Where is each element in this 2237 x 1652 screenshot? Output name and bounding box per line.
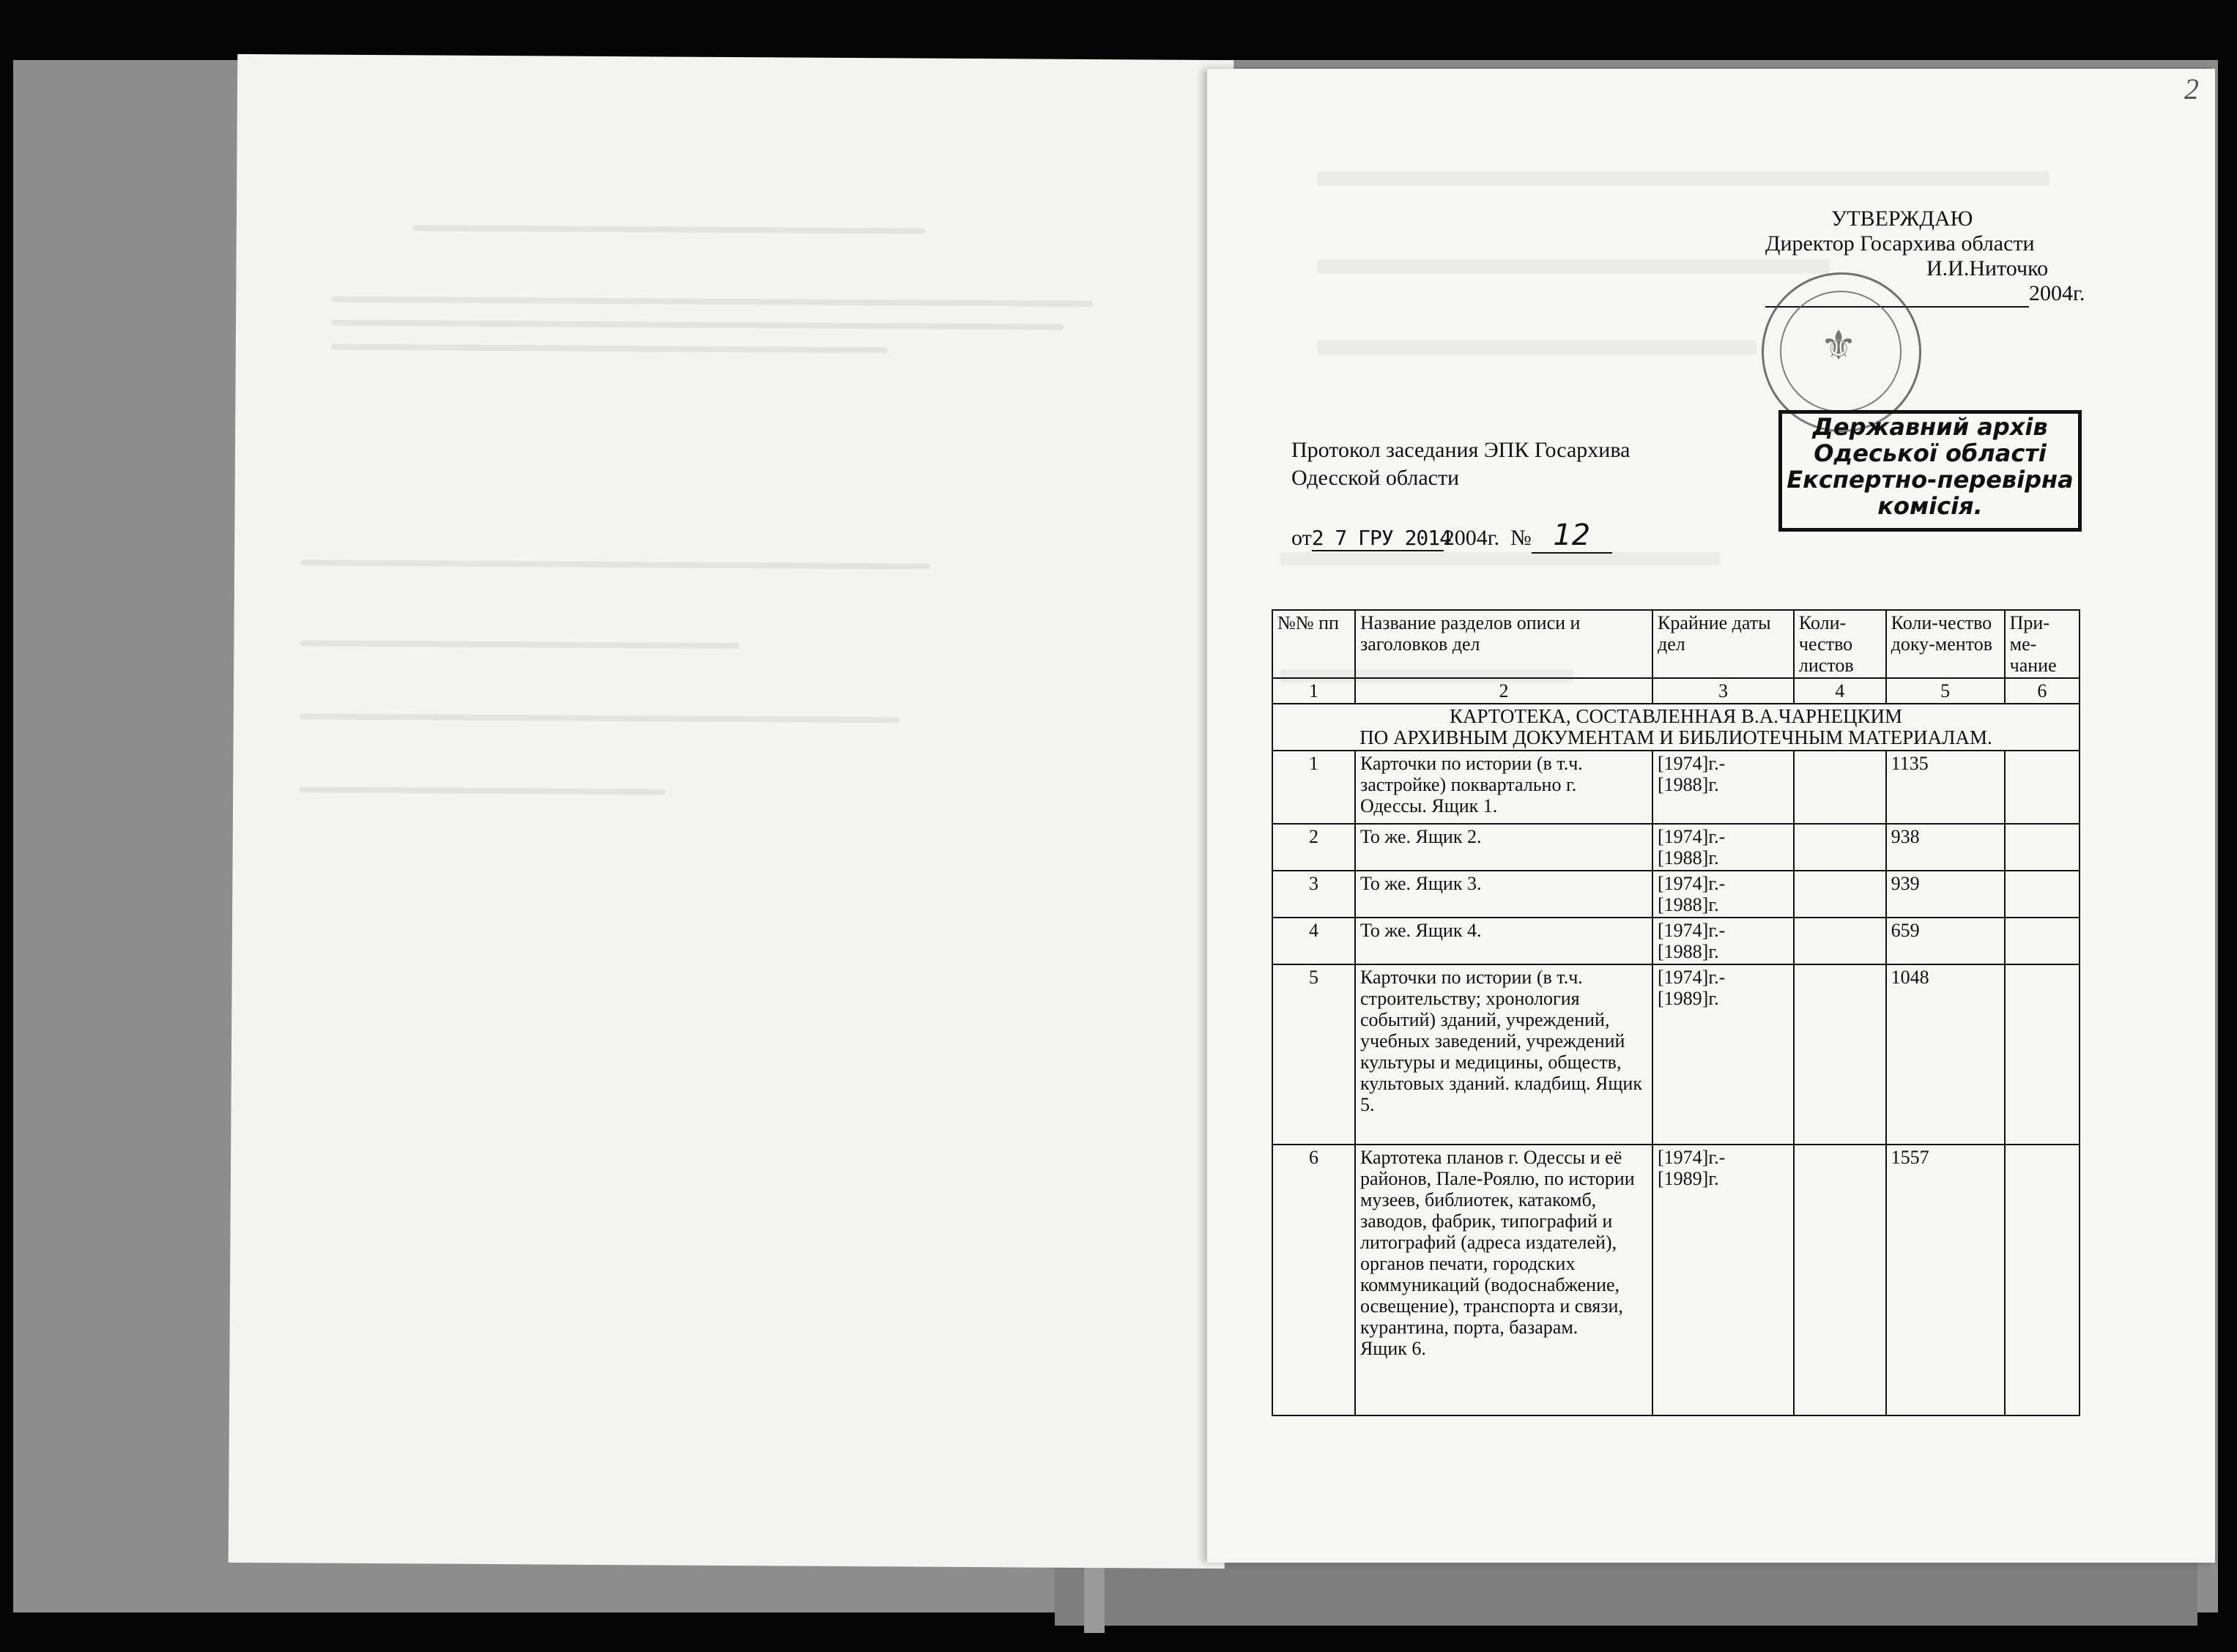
row-dates: [1974]г.- [1988]г.: [1652, 751, 1794, 824]
approval-signatory: И.И.Ниточко: [1926, 256, 2049, 280]
bleed-through-line: [299, 786, 665, 795]
column-number: 5: [1886, 678, 2005, 704]
number-label: №: [1510, 526, 1532, 550]
row-number: 1: [1272, 751, 1355, 824]
commission-stamp: [1778, 410, 2082, 532]
section-title-line: КАРТОТЕКА, СОСТАВЛЕННАЯ В.А.ЧАРНЕЦКИМ: [1449, 705, 1903, 727]
protocol-year: 2004г.: [1443, 526, 1500, 550]
table-row: [1272, 964, 2080, 1145]
bleed-through-line: [300, 559, 930, 569]
row-dates: [1974]г.- [1988]г.: [1652, 871, 1794, 918]
table-row: [1272, 824, 2080, 871]
row-sheets: [1794, 918, 1886, 964]
row-dates: [1974]г.- [1988]г.: [1652, 918, 1794, 964]
row-note: [2005, 918, 2080, 964]
column-number-row: [1272, 678, 2080, 704]
left-page: [229, 54, 1234, 1569]
folder-spine: [1084, 1560, 1105, 1633]
section-title-row: [1272, 704, 2080, 751]
bleed-through-line: [1280, 552, 1720, 565]
bleed-through-line: [331, 320, 1064, 330]
bleed-through-line: [412, 225, 925, 234]
approval-position: Директор Госархива области: [1765, 231, 2035, 256]
approval-year: 2004г.: [2029, 281, 2085, 305]
row-sheets: [1794, 964, 1886, 1145]
table-row: [1272, 1145, 2080, 1415]
column-number: 1: [1272, 678, 1355, 704]
bleed-through-line: [1317, 259, 1830, 274]
row-title: То же. Ящик 4.: [1355, 918, 1652, 964]
row-note: [2005, 1145, 2080, 1415]
stamp-line: Одеської області: [1814, 439, 2047, 467]
table-row: [1272, 918, 2080, 964]
row-note: [2005, 824, 2080, 871]
row-note: [2005, 964, 2080, 1145]
protocol-number: 12: [1532, 518, 1612, 554]
column-number: 2: [1355, 678, 1652, 704]
header-cell: Коли-чество доку-ментов: [1886, 610, 2005, 678]
row-documents: 1048: [1886, 964, 2005, 1145]
header-cell: Крайние даты дел: [1652, 610, 1794, 678]
section-title-line: ПО АРХИВНЫМ ДОКУМЕНТАМ И БИБЛИОТЕЧНЫМ МАТЕРИАЛАМ.: [1359, 726, 1992, 748]
trident-emblem-icon: ⚜: [1820, 324, 1858, 369]
row-dates: [1974]г.- [1988]г.: [1652, 824, 1794, 871]
row-documents: 938: [1886, 824, 2005, 871]
date-stamp: 2 7 ГРУ 2014: [1311, 526, 1452, 550]
row-title: Картотека планов г. Одессы и её районов, Пале-Роялю, по истории музеев, библиотек, катакомб, заводов, фабрик, типографий и литографий (адреса издателей), органов печати, городских коммуникаций (водоснабжение, освещение), транспорта и связи, курантина, порта, базарам. Ящик 6.: [1355, 1145, 1652, 1415]
row-sheets: [1794, 1145, 1886, 1415]
table-row: [1272, 751, 2080, 824]
page-number: 2: [2184, 72, 2199, 105]
row-title: То же. Ящик 2.: [1355, 824, 1652, 871]
row-sheets: [1794, 824, 1886, 871]
protocol-line1: Протокол заседания ЭПК Госархива: [1291, 438, 1631, 462]
row-title: То же. Ящик 3.: [1355, 871, 1652, 918]
protocol-date-line: [1291, 518, 1612, 554]
header-cell: №№ пп: [1272, 610, 1355, 678]
table-header-row: [1272, 610, 2080, 678]
row-number: 4: [1272, 918, 1355, 964]
bleed-through-line: [331, 344, 888, 354]
column-number: 4: [1794, 678, 1886, 704]
approval-title: УТВЕРЖДАЮ: [1831, 206, 1973, 231]
bleed-through-line: [300, 640, 739, 649]
row-documents: 1557: [1886, 1145, 2005, 1415]
row-number: 3: [1272, 871, 1355, 918]
row-dates: [1974]г.- [1989]г.: [1652, 1145, 1794, 1415]
row-dates: [1974]г.- [1989]г.: [1652, 964, 1794, 1145]
row-number: 5: [1272, 964, 1355, 1145]
stamp-line: комісія.: [1877, 492, 1983, 520]
row-documents: 1135: [1886, 751, 2005, 824]
row-title: Карточки по истории (в т.ч. строительству; хронология событий) зданий, учреждений, учебных заведений, учреждений культуры и медицины, обществ, культовых зданий. кладбищ. Ящик 5.: [1355, 964, 1652, 1145]
from-label: от: [1291, 526, 1312, 550]
header-cell: Название разделов описи и заголовков дел: [1355, 610, 1652, 678]
column-number: 3: [1652, 678, 1794, 704]
row-sheets: [1794, 751, 1886, 824]
bleed-through-line: [1317, 340, 1756, 354]
row-number: 2: [1272, 824, 1355, 871]
row-note: [2005, 751, 2080, 824]
header-cell: При-ме-чание: [2005, 610, 2080, 678]
row-sheets: [1794, 871, 1886, 918]
stamp-line: Державний архів: [1812, 413, 2048, 441]
section-title: [1272, 704, 2080, 751]
row-documents: 659: [1886, 918, 2005, 964]
bleed-through-line: [1317, 171, 2049, 186]
inventory-table: [1272, 609, 2080, 1416]
protocol-line2: Одесской области: [1291, 466, 1460, 490]
bleed-through-line: [331, 297, 1093, 307]
row-title: Карточки по истории (в т.ч. застройке) поквартально г. Одессы. Ящик 1.: [1355, 751, 1652, 824]
row-note: [2005, 871, 2080, 918]
column-number: 6: [2005, 678, 2080, 704]
stamp-line: Експертно-перевірна: [1787, 466, 2074, 494]
table-row: [1272, 871, 2080, 918]
header-cell: Коли-чество листов: [1794, 610, 1886, 678]
bleed-through-line: [300, 713, 900, 723]
row-documents: 939: [1886, 871, 2005, 918]
protocol-heading: [1291, 436, 1630, 492]
row-number: 6: [1272, 1145, 1355, 1415]
